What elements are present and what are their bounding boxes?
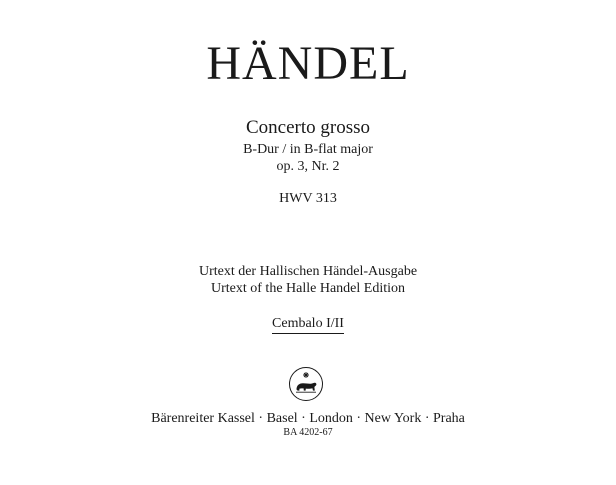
edition-note-english: Urtext of the Halle Handel Edition — [211, 281, 405, 296]
part-label: Cembalo I/II — [272, 316, 344, 334]
edition-note-german: Urtext der Hallischen Händel-Ausgabe — [198, 264, 418, 279]
part-label-wrapper — [0, 314, 616, 334]
work-key: B-Dur / in B-flat major — [243, 142, 373, 157]
catalog-number: HWV 313 — [279, 191, 337, 206]
publisher-line: Bärenreiter Kassel · Basel · London · New York · Praha — [151, 411, 465, 426]
work-title: Concerto grosso — [245, 117, 370, 138]
baerenreiter-bear-emblem-icon — [288, 366, 324, 402]
opus-number: op. 3, Nr. 2 — [276, 159, 340, 174]
composer-name: HÄNDEL — [206, 37, 410, 90]
order-number: BA 4202-67 — [283, 427, 333, 438]
